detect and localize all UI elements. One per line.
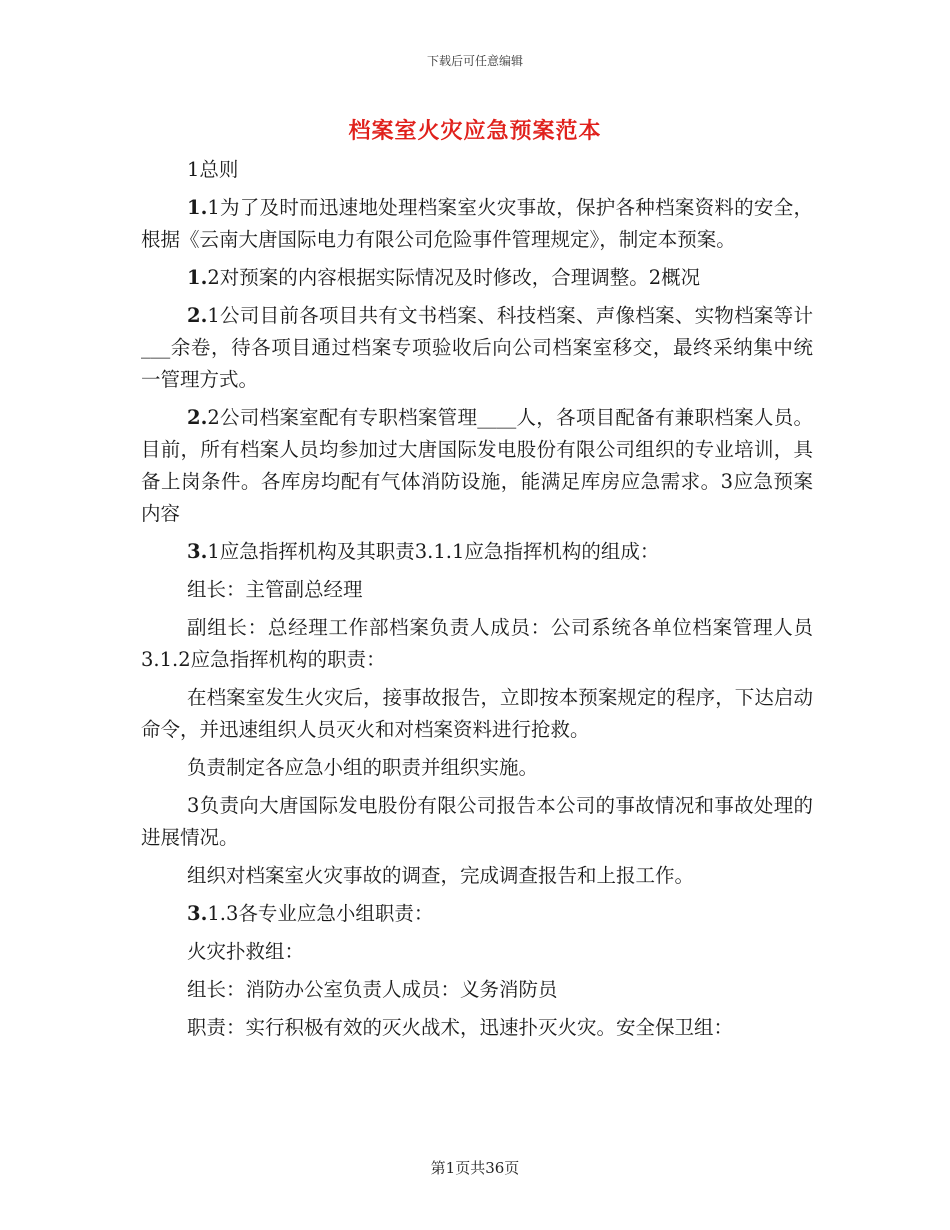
- document-title: 档案室火灾应急预案范本: [348, 118, 602, 144]
- paragraph: [141, 1012, 813, 1044]
- paragraph: [141, 790, 813, 854]
- paragraph-text: 3负责向大唐国际发电股份有限公司报告本公司的事故情况和事故处理的进展情况。: [141, 794, 813, 849]
- header-note: 下载后可任意编辑: [426, 54, 523, 68]
- paragraph: [141, 898, 813, 930]
- paragraph: [141, 682, 813, 746]
- paragraph: [141, 402, 813, 530]
- paragraph-text: 1公司目前各项目共有文书档案、科技档案、声像档案、实物档案等计___余卷，待各项目通过档案专项验收后向公司档案室移交，最终采纳集中统一管理方式。: [141, 304, 813, 391]
- paragraph: [141, 192, 813, 256]
- paragraph: [141, 574, 813, 606]
- paragraph: [141, 536, 813, 568]
- paragraph-text: 1为了及时而迅速地处理档案室火灾事故，保护各种档案资料的安全，根据《云南大唐国际电力有限公司危险事件管理规定》，制定本预案。: [141, 196, 813, 251]
- paragraph: [141, 974, 813, 1006]
- section-number: 3.: [187, 902, 208, 925]
- paragraph-text: 1应急指挥机构及其职责3.1.1应急指挥机构的组成：: [207, 540, 660, 563]
- paragraph-text: 1总则: [187, 158, 239, 181]
- paragraph-text: 组织对档案室火灾事故的调查，完成调查报告和上报工作。: [187, 864, 695, 887]
- section-number: 3.: [187, 540, 208, 563]
- paragraph: [141, 300, 813, 396]
- paragraph-text: 副组长：总经理工作部档案负责人成员：公司系统各单位档案管理人员3.1.2应急指挥机构的职责：: [141, 616, 813, 671]
- document-body: [141, 154, 813, 1050]
- page-number-footer: 第1页共36页: [430, 1159, 520, 1177]
- paragraph: [141, 612, 813, 676]
- paragraph: [141, 936, 813, 968]
- section-number: 1.: [187, 266, 208, 289]
- paragraph-text: 负责制定各应急小组的职责并组织实施。: [187, 756, 539, 779]
- paragraph: [141, 752, 813, 784]
- paragraph-text: 2对预案的内容根据实际情况及时修改，合理调整。2概况: [207, 266, 701, 289]
- paragraph-text: 1.3各专业应急小组职责：: [207, 902, 434, 925]
- paragraph-text: 2公司档案室配有专职档案管理____人，各项目配备有兼职档案人员。目前，所有档案人员均参加过大唐国际发电股份有限公司组织的专业培训，具备上岗条件。各库房均配有气体消防设施，能满足库房应急需求。3应急预案内容: [141, 406, 813, 525]
- paragraph-text: 在档案室发生火灾后，接事故报告，立即按本预案规定的程序，下达启动命令，并迅速组织人员灭火和对档案资料进行抢救。: [141, 686, 813, 741]
- section-number: 2.: [187, 406, 208, 429]
- paragraph-text: 组长：消防办公室负责人成员：义务消防员: [187, 978, 558, 1001]
- paragraph-text: 组长：主管副总经理: [187, 578, 363, 601]
- paragraph: [141, 860, 813, 892]
- paragraph-text: 火灾扑救组：: [187, 940, 305, 963]
- paragraph: [141, 154, 813, 186]
- section-number: 1.: [187, 196, 208, 219]
- paragraph-text: 职责：实行积极有效的灭火战术，迅速扑灭火灾。安全保卫组：: [187, 1016, 734, 1039]
- section-number: 2.: [187, 304, 208, 327]
- paragraph: [141, 262, 813, 294]
